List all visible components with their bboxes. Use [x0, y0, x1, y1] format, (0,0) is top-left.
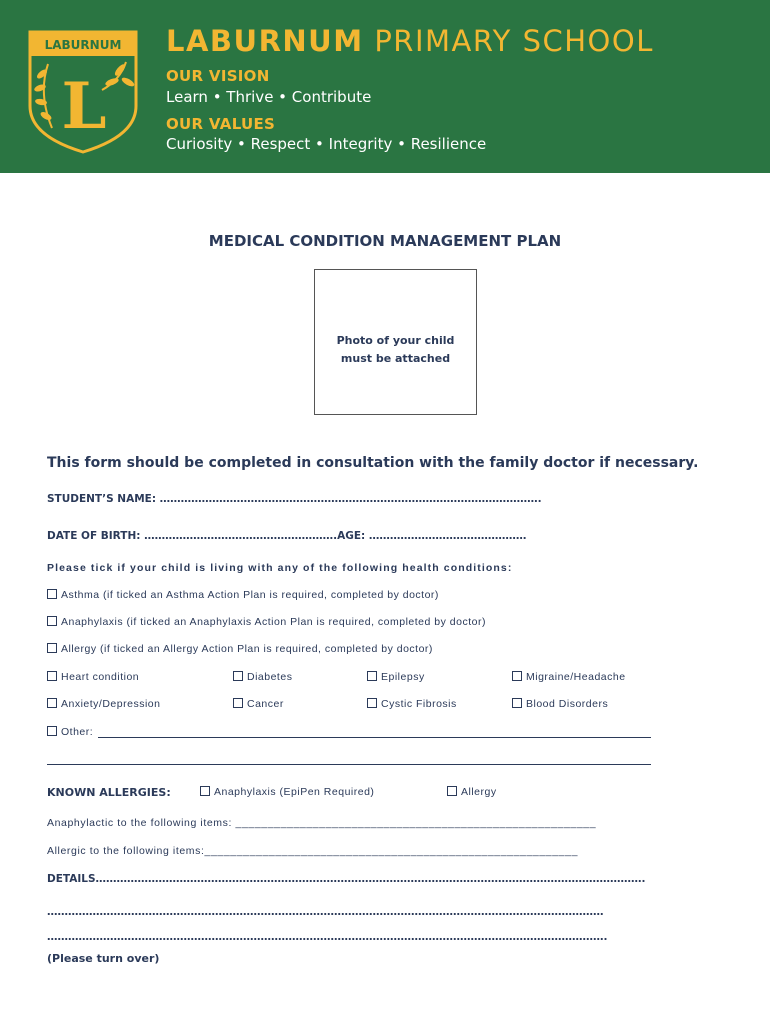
checkbox-anaphylaxis-epipen[interactable] — [200, 786, 374, 798]
checkbox-diabetes[interactable] — [233, 671, 292, 683]
checkbox-anaphylaxis[interactable] — [47, 616, 486, 628]
student-name-field[interactable]: STUDENT’S NAME: ………………………………………………………………………………………………. — [47, 493, 542, 505]
checkbox-box-icon — [512, 698, 522, 708]
checkbox-label: Other: — [61, 726, 94, 738]
checkbox-box-icon — [47, 671, 57, 681]
checkbox-box-icon — [233, 698, 243, 708]
checkbox-migraine-headache[interactable] — [512, 671, 626, 683]
photo-instruction-line-1: Photo of your child — [336, 334, 455, 347]
vision-text: Learn • Thrive • Contribute — [166, 88, 372, 106]
school-name-light: PRIMARY SCHOOL — [374, 24, 654, 58]
school-name-bold: LABURNUM — [166, 24, 364, 58]
checkbox-box-icon — [47, 726, 57, 736]
checkbox-box-icon — [233, 671, 243, 681]
checkbox-box-icon — [447, 786, 457, 796]
checkbox-label: Cystic Fibrosis — [381, 698, 457, 710]
known-allergies-label: KNOWN ALLERGIES: — [47, 786, 171, 799]
checkbox-anxiety-depression[interactable] — [47, 698, 160, 710]
checkbox-other[interactable] — [47, 726, 93, 738]
values-heading: OUR VALUES — [166, 115, 276, 133]
anaphylactic-items-field[interactable]: Anaphylactic to the following items: ________________________________________________________ — [47, 817, 597, 829]
checkbox-label: Allergy — [461, 786, 497, 798]
vision-heading: OUR VISION — [166, 67, 270, 85]
checkbox-label: Anaphylaxis (if ticked an Anaphylaxis Action Plan is required, completed by doctor) — [61, 616, 486, 628]
conditions-heading: Please tick if your child is living with any of the following health conditions: — [47, 562, 513, 574]
school-crest-logo — [24, 28, 142, 156]
other-answer-line[interactable] — [98, 737, 651, 738]
school-name — [166, 24, 654, 58]
form-intro: This form should be completed in consultation with the family doctor if necessary. — [47, 455, 699, 471]
photo-placeholder[interactable] — [314, 269, 477, 415]
date-of-birth-age-field[interactable]: DATE OF BIRTH: ……………………………………………….AGE: ……………………………………… — [47, 530, 527, 542]
checkbox-allergy-known[interactable] — [447, 786, 497, 798]
checkbox-blood-disorders[interactable] — [512, 698, 608, 710]
checkbox-label: Anxiety/Depression — [61, 698, 161, 710]
checkbox-allergy[interactable] — [47, 643, 433, 655]
checkbox-label: Cancer — [247, 698, 284, 710]
checkbox-label: Diabetes — [247, 671, 293, 683]
checkbox-cystic-fibrosis[interactable] — [367, 698, 457, 710]
checkbox-asthma[interactable] — [47, 589, 439, 601]
checkbox-box-icon — [200, 786, 210, 796]
checkbox-label: Asthma (if ticked an Asthma Action Plan is required, completed by doctor) — [61, 589, 439, 601]
details-line-3[interactable]: ……………………………………………………………………………………………………………………………………………. — [47, 931, 608, 943]
checkbox-label: Anaphylaxis (EpiPen Required) — [214, 786, 375, 798]
other-answer-line-2[interactable] — [47, 764, 651, 765]
checkbox-label: Blood Disorders — [526, 698, 609, 710]
checkbox-epilepsy[interactable] — [367, 671, 425, 683]
crest-letter: L — [61, 69, 107, 144]
checkbox-heart-condition[interactable] — [47, 671, 139, 683]
checkbox-box-icon — [47, 589, 57, 599]
checkbox-box-icon — [367, 698, 377, 708]
photo-instruction-line-2: must be attached — [340, 352, 451, 365]
checkbox-label: Epilepsy — [381, 671, 425, 683]
checkbox-box-icon — [367, 671, 377, 681]
checkbox-box-icon — [47, 643, 57, 653]
school-banner — [0, 0, 770, 173]
please-turn-over-note: (Please turn over) — [47, 952, 160, 965]
checkbox-box-icon — [47, 616, 57, 626]
form-title: MEDICAL CONDITION MANAGEMENT PLAN — [208, 232, 562, 250]
checkbox-box-icon — [512, 671, 522, 681]
checkbox-box-icon — [47, 698, 57, 708]
details-field[interactable]: DETAILS…………………………………………………………………………………………………………………………………………. — [47, 873, 646, 885]
checkbox-label: Allergy (if ticked an Allergy Action Plan is required, completed by doctor) — [61, 643, 433, 655]
details-line-2[interactable]: …………………………………………………………………………………………………………………………………………… — [47, 906, 604, 918]
checkbox-label: Heart condition — [61, 671, 140, 683]
checkbox-label: Migraine/Headache — [526, 671, 626, 683]
values-text: Curiosity • Respect • Integrity • Resilience — [166, 135, 487, 153]
checkbox-cancer[interactable] — [233, 698, 284, 710]
allergic-items-field[interactable]: Allergic to the following items:__________________________________________________________ — [47, 845, 579, 857]
crest-label: LABURNUM — [44, 38, 122, 52]
